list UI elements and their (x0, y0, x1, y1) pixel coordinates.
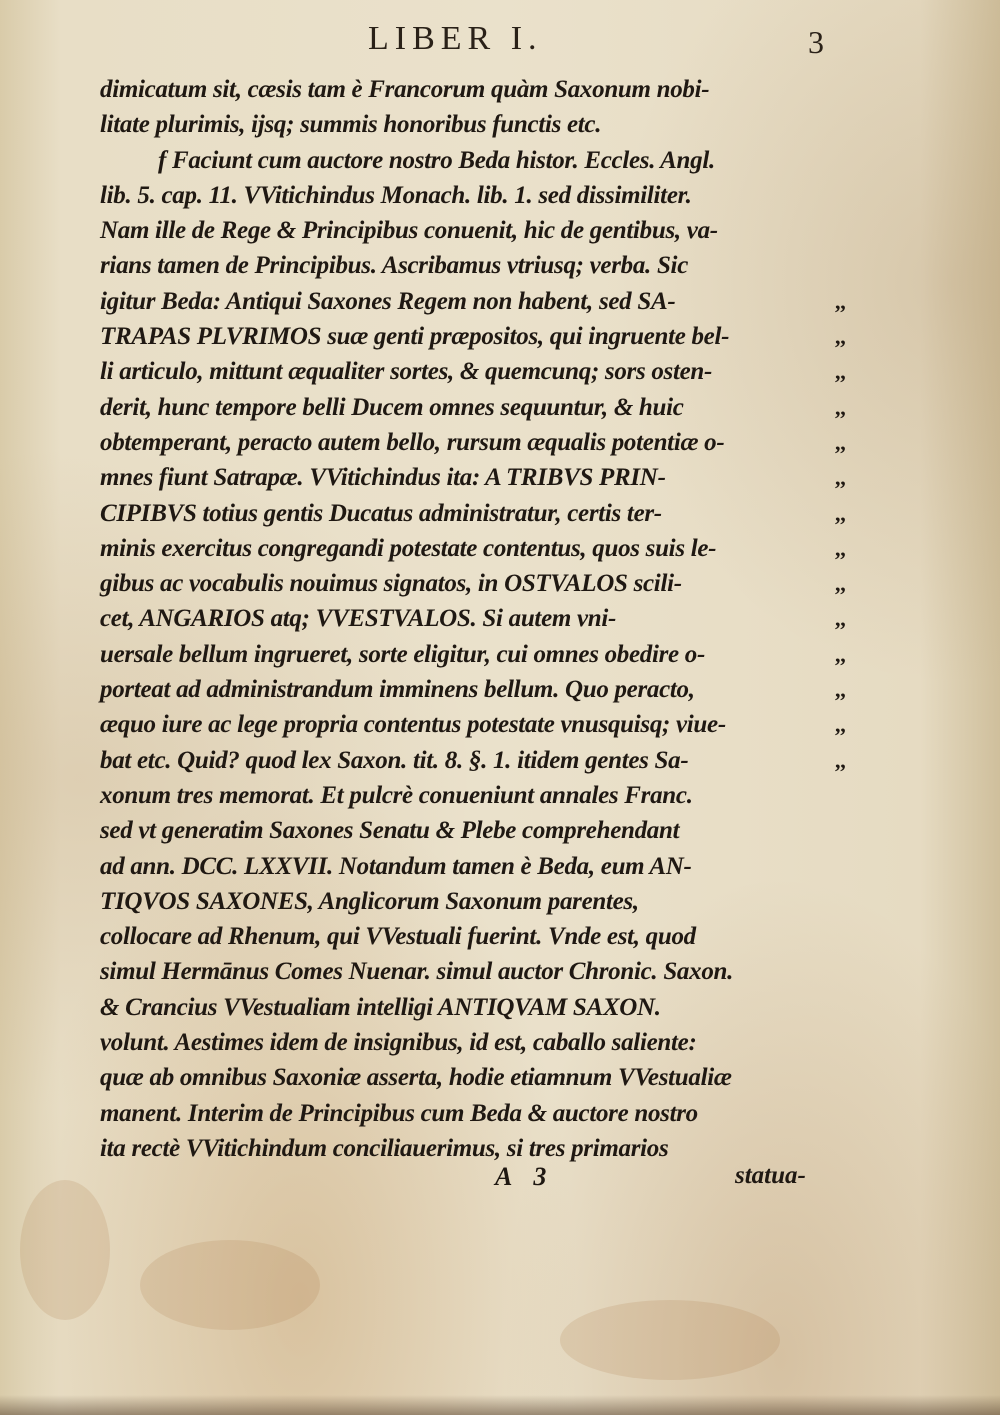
line-text: derit, hunc tempore belli Ducem omnes sequuntur, & huic (100, 393, 684, 421)
text-line (100, 672, 846, 707)
text-line (100, 284, 846, 319)
text-line (100, 1060, 840, 1095)
line-text: ita rectè VVitichindum conciliauerimus, si tres primarios (100, 1134, 669, 1162)
text-line (100, 707, 846, 742)
line-text: bat etc. Quid? quod lex Saxon. tit. 8. §. 1. itidem gentes Sa- (100, 746, 689, 774)
line-text: TIQVOS SAXONES, Anglicorum Saxonum parentes, (100, 887, 639, 915)
text-line (100, 1025, 840, 1060)
marginal-quote-mark: ,, (835, 535, 846, 561)
text-line (100, 813, 840, 848)
text-line (100, 637, 846, 672)
line-text: litate plurimis, ijsq; summis honoribus functis etc. (100, 111, 602, 139)
marginal-quote-mark: ,, (835, 359, 846, 385)
line-text: cet, ANGARIOS atq; VVESTVALOS. Si autem vni- (100, 605, 617, 633)
line-text: uersale bellum ingrueret, sorte eligitur, cui omnes obedire o- (100, 640, 706, 668)
page-edge (0, 1395, 1000, 1415)
line-text: & Crancius VVestualiam intelligi ANTIQVAM SAXON. (100, 993, 661, 1021)
marginal-quote-mark: ,, (835, 747, 846, 773)
line-text: volunt. Aestimes idem de insignibus, id est, caballo saliente: (100, 1029, 697, 1057)
text-line (100, 778, 840, 813)
marginal-quote-mark: ,, (835, 465, 846, 491)
text-line (100, 566, 846, 601)
marginal-quote-mark: ,, (835, 606, 846, 632)
marginal-quote-mark: ,, (835, 288, 846, 314)
line-text: li articulo, mittunt æqualiter sortes, & quemcunq; sors osten- (100, 358, 713, 386)
line-text: manent. Interim de Principibus cum Beda & auctore nostro (100, 1099, 698, 1127)
text-line (100, 1131, 840, 1166)
page-number: 3 (808, 24, 824, 60)
text-line (100, 884, 840, 919)
text-line (100, 849, 840, 884)
text-line (100, 390, 846, 425)
text-line (100, 531, 846, 566)
marginal-quote-mark: ,, (835, 677, 846, 703)
running-title: LIBER I. (368, 20, 543, 57)
line-text: dimicatum sit, cæsis tam è Francorum quàm Saxonum nobi- (100, 76, 710, 103)
marginal-quote-mark: ,, (835, 641, 846, 667)
text-line (100, 213, 840, 248)
line-text: quæ ab omnibus Saxoniæ asserta, hodie etiamnum VVestualiæ (100, 1064, 732, 1092)
text-line (100, 1096, 840, 1131)
line-text: æquo iure ac lege propria contentus potestate vnusquisq; viue- (100, 711, 726, 739)
text-line (100, 248, 840, 283)
page-header (0, 18, 1000, 58)
catchword: statua- (735, 1162, 806, 1189)
line-text: xonum tres memorat. Et pulcrè conueniunt annales Franc. (100, 781, 693, 809)
marginal-quote-mark: ,, (835, 571, 846, 597)
line-text: Nam ille de Rege & Principibus conuenit, hic de gentibus, va- (100, 217, 718, 245)
line-text: porteat ad administrandum imminens bellum. Quo peracto, (100, 676, 695, 704)
text-line (100, 496, 846, 531)
text-line (100, 178, 840, 213)
line-text: igitur Beda: Antiqui Saxones Regem non habent, sed SA- (100, 287, 676, 315)
line-text: collocare ad Rhenum, qui VVestuali fuerint. Vnde est, quod (100, 923, 696, 951)
text-line (100, 954, 840, 989)
foxing-stain (140, 1240, 320, 1330)
marginal-quote-mark: ,, (835, 324, 846, 350)
text-line (100, 72, 840, 107)
page-footer (0, 1162, 1000, 1202)
text-line (100, 743, 846, 778)
line-text: TRAPAS PLVRIMOS suæ genti præpositos, qui ingruente bel- (100, 323, 730, 351)
text-line (100, 425, 846, 460)
text-line (100, 919, 840, 954)
text-line (100, 460, 846, 495)
line-text: CIPIBVS totius gentis Ducatus administratur, certis ter- (100, 499, 662, 527)
text-line (100, 319, 846, 354)
line-text: mnes fiunt Satrapæ. VVitichindus ita: A TRIBVS PRIN- (100, 464, 666, 492)
line-text: rians tamen de Principibus. Ascribamus vtriusq; verba. Sic (100, 252, 688, 280)
marginal-quote-mark: ,, (835, 712, 846, 738)
marginal-quote-mark: ,, (835, 394, 846, 420)
text-line (100, 990, 840, 1025)
line-text: f Faciunt cum auctore nostro Beda histor. Eccles. Angl. (158, 146, 715, 174)
foxing-stain (560, 1300, 780, 1380)
signature-mark: A 3 (495, 1162, 555, 1191)
text-line (100, 601, 846, 636)
body-text (100, 72, 846, 1166)
line-text: obtemperant, peracto autem bello, rursum æqualis potentiæ o- (100, 428, 725, 456)
text-line (100, 107, 840, 142)
text-line (100, 143, 840, 178)
line-text: lib. 5. cap. 11. VVitichindus Monach. lib. 1. sed dissimiliter. (100, 181, 692, 209)
line-text: minis exercitus congregandi potestate contentus, quos suis le- (100, 534, 717, 562)
line-text: simul Hermānus Comes Nuenar. simul auctor Chronic. Saxon. (100, 958, 734, 986)
text-line (100, 354, 846, 389)
line-text: gibus ac vocabulis nouimus signatos, in OSTVALOS scili- (100, 570, 682, 598)
marginal-quote-mark: ,, (835, 429, 846, 455)
line-text: sed vt generatim Saxones Senatu & Plebe comprehendant (100, 817, 680, 845)
marginal-quote-mark: ,, (835, 500, 846, 526)
line-text: ad ann. DCC. LXXVII. Notandum tamen è Beda, eum AN- (100, 852, 692, 880)
